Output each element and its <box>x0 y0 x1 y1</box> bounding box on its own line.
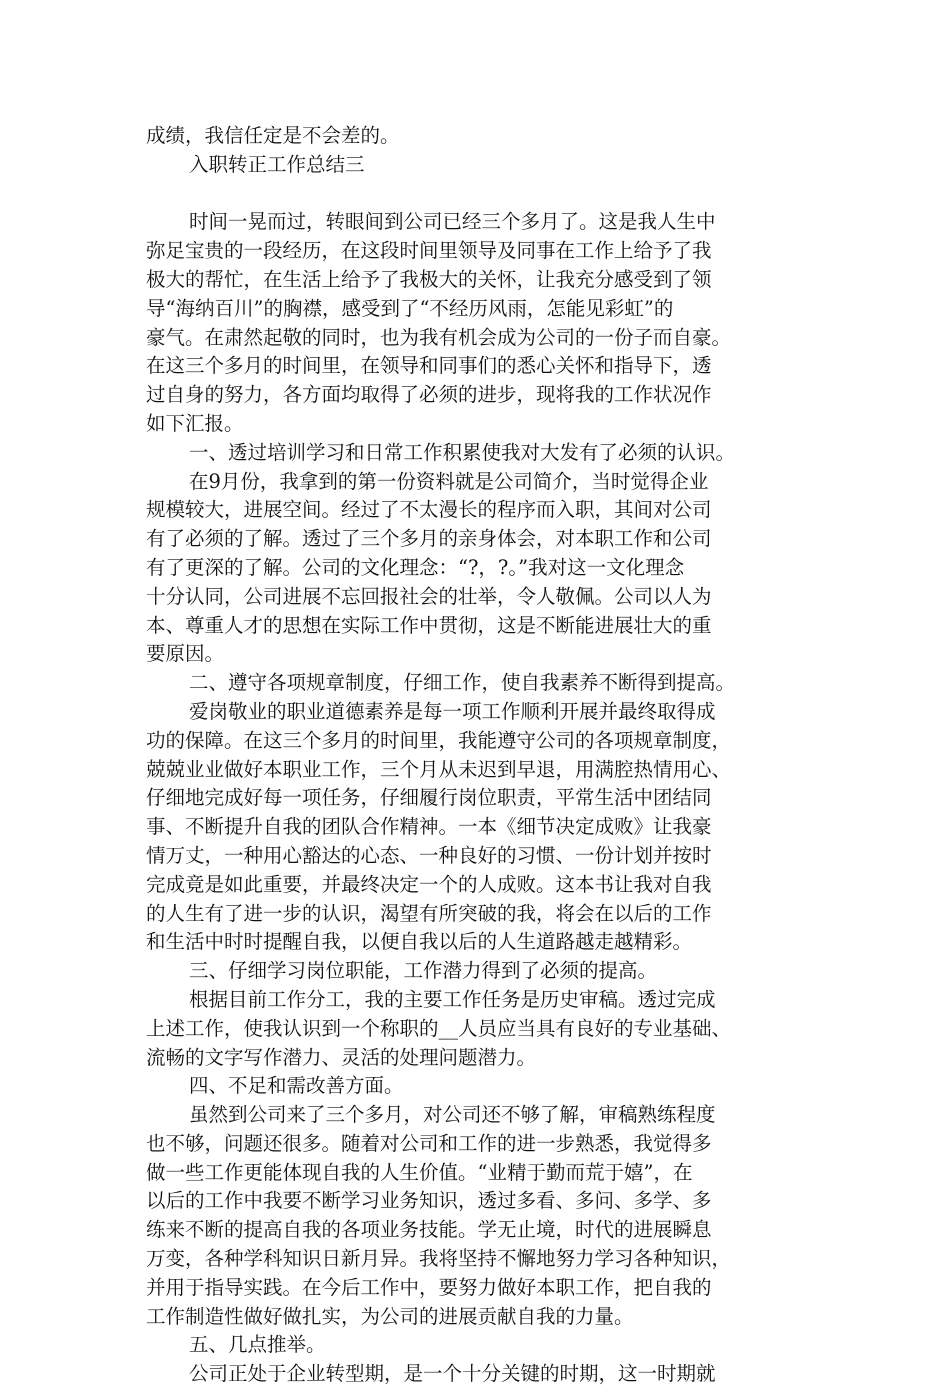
text-line: 公司正处于企业转型期，是一个十分关键的时期，这一时期就 <box>189 1362 716 1386</box>
text-line: 有了更深的了解。公司的文化理念：“?，?。”我对这一文化理念 <box>146 555 685 579</box>
text-line <box>146 180 806 209</box>
text-line: 有了必须的了解。透过了三个多月的亲身体会，对本职工作和公司 <box>146 527 712 551</box>
text-line: 十分认同，公司进展不忘回报社会的壮举，令人敬佩。公司以人为 <box>146 584 712 608</box>
text-line: 根据目前工作分工，我的主要工作任务是历史审稿。透过完成 <box>189 987 716 1011</box>
text-line: 本、尊重人才的思想在实际工作中贯彻，这是不断能进展壮大的重 <box>146 613 712 637</box>
text-line: 弥足宝贵的一段经历，在这段时间里领导及同事在工作上给予了我 <box>146 239 712 263</box>
text-line: 情万丈，一种用心豁达的心态、一种良好的习惯、一份计划并按时 <box>146 843 712 867</box>
text-line: 也不够，问题还很多。随着对公司和工作的进一步熟悉，我觉得多 <box>146 1131 712 1155</box>
text-line: 万变，各种学科知识日新月异。我将坚持不懈地努力学习各种知识， <box>146 1247 732 1271</box>
text-line: 二、遵守各项规章制度，仔细工作，使自我素养不断得到提高。 <box>189 671 736 695</box>
text-line: 爱岗敬业的职业道德素养是每一项工作顺利开展并最终取得成 <box>189 699 716 723</box>
text-line: 练来不断的提高自我的各项业务技能。学无止境，时代的进展瞬息 <box>146 1218 712 1242</box>
text-line: 规模较大，进展空间。经过了不太漫长的程序而入职，其间对公司 <box>146 498 712 522</box>
text-line: 的人生有了进一步的认识，渴望有所突破的我，将会在以后的工作 <box>146 901 712 925</box>
section-title: 入职转正工作总结三 <box>189 152 365 176</box>
text-line: 上述工作，使我认识到一个称职的__人员应当具有良好的专业基础、 <box>146 1016 732 1040</box>
text-line: 极大的帮忙，在生活上给予了我极大的关怀，让我充分感受到了领 <box>146 267 712 291</box>
text-line: 和生活中时时提醒自我，以便自我以后的人生道路越走越精彩。 <box>146 930 693 954</box>
text-line: 功的保障。在这三个多月的时间里，我能遵守公司的各项规章制度， <box>146 728 732 752</box>
text-line: 事、不断提升自我的团队合作精神。一本《细节决定成败》让我豪 <box>146 815 712 839</box>
text-line: 流畅的文字写作潜力、灵活的处理问题潜力。 <box>146 1045 537 1069</box>
text-line: 豪气。在肃然起敬的同时，也为我有机会成为公司的一份子而自豪。 <box>146 325 732 349</box>
text-line: 兢兢业业做好本职业工作，三个月从未迟到早退，用满腔热情用心、 <box>146 757 732 781</box>
text-line: 仔细地完成好每一项任务，仔细履行岗位职责，平常生活中团结同 <box>146 786 712 810</box>
text-line: 过自身的努力，各方面均取得了必须的进步，现将我的工作状况作 <box>146 383 712 407</box>
text-line: 一、透过培训学习和日常工作积累使我对大发有了必须的认识。 <box>189 440 736 464</box>
text-line: 三、仔细学习岗位职能，工作潜力得到了必须的提高。 <box>189 959 658 983</box>
text-line: 完成竟是如此重要，并最终决定一个的人成败。这本书让我对自我 <box>146 872 712 896</box>
text-line: 导“海纳百川”的胸襟，感受到了“不经历风雨，怎能见彩虹”的 <box>146 296 674 320</box>
text-line: 在这三个多月的时间里，在领导和同事们的悉心关怀和指导下，透 <box>146 354 712 378</box>
text-line: 并用于指导实践。在今后工作中，要努力做好本职工作，把自我的 <box>146 1275 712 1299</box>
document-page <box>146 122 806 1389</box>
text-line: 虽然到公司来了三个多月，对公司还不够了解，审稿熟练程度 <box>189 1103 716 1127</box>
text-line: 要原因。 <box>146 642 225 666</box>
text-line: 做一些工作更能体现自我的人生价值。“业精于勤而荒于嬉”，在 <box>146 1160 693 1184</box>
text-line: 五、几点推举。 <box>189 1333 326 1357</box>
text-line: 四、不足和需改善方面。 <box>189 1074 404 1098</box>
text-line: 如下汇报。 <box>146 411 244 435</box>
text-line: 在9月份，我拿到的第一份资料就是公司简介，当时觉得企业 <box>189 469 709 493</box>
text-line: 时间一晃而过，转眼间到公司已经三个多月了。这是我人生中 <box>189 210 716 234</box>
text-line: 成绩，我信任定是不会差的。 <box>146 124 400 147</box>
text-line: 以后的工作中我要不断学习业务知识，透过多看、多问、多学、多 <box>146 1189 712 1213</box>
text-line: 工作制造性做好做扎实，为公司的进展贡献自我的力量。 <box>146 1304 634 1328</box>
